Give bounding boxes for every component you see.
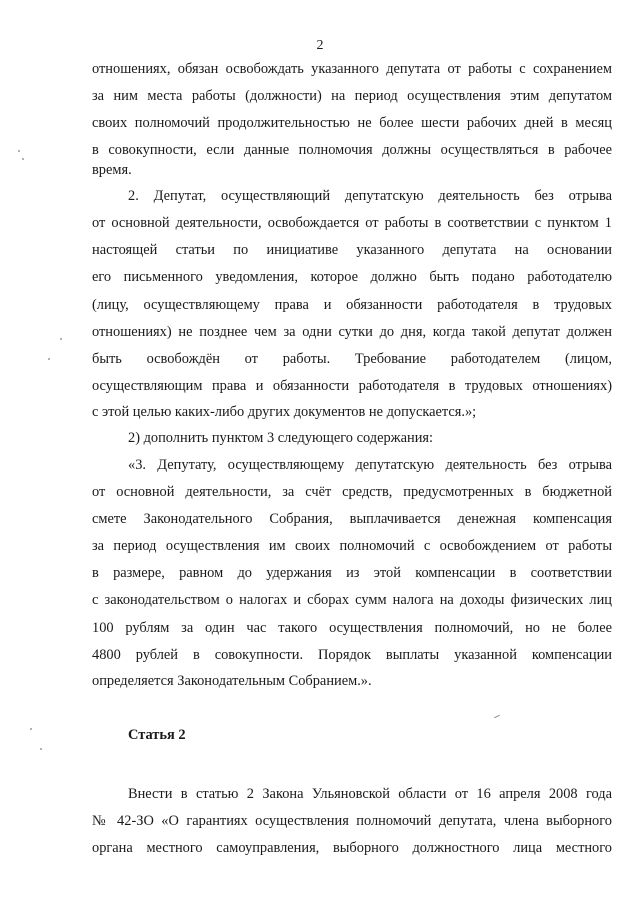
page-number: 2 xyxy=(316,38,324,53)
text-line: его письменного уведомления, которое должно быть подано работодателю xyxy=(92,269,612,285)
scan-dot xyxy=(60,338,62,340)
scan-mark xyxy=(494,715,500,718)
scan-dot xyxy=(22,158,24,160)
text-line: в размере, равном до удержания из этой компенсации в соответствии xyxy=(92,565,612,581)
text-line: быть освобождён от работы. Требование работодателем (лицом, xyxy=(92,351,612,367)
text-line: органа местного самоуправления, выборного должностного лица местного xyxy=(92,840,612,856)
scan-dot xyxy=(18,150,20,152)
text-line: 2) дополнить пунктом 3 следующего содержания: xyxy=(128,430,434,446)
text-line: от основной деятельности, за счёт средств, предусмотренных в бюджетной xyxy=(92,484,612,500)
text-line: осуществляющим права и обязанности работодателя в трудовых отношениях) xyxy=(92,378,612,394)
text-line: в совокупности, если данные полномочия должны осуществляться в рабочее xyxy=(92,142,612,158)
text-line: № 42-ЗО «О гарантиях осуществления полномочий депутата, члена выборного xyxy=(92,813,612,829)
text-line: отношениях, обязан освобождать указанного депутата от работы с сохранением xyxy=(92,61,612,77)
text-line: своих полномочий продолжительностью не более шести рабочих дней в месяц xyxy=(92,115,612,131)
text-line: Внести в статью 2 Закона Ульяновской области от 16 апреля 2008 года xyxy=(128,786,612,802)
article-heading: Статья 2 xyxy=(128,727,186,743)
scan-dot xyxy=(48,358,50,360)
text-line: с этой целью каких-либо других документов не допускается.»; xyxy=(92,404,477,420)
text-line: время. xyxy=(92,162,132,178)
text-line: 4800 рублей в совокупности. Порядок выплаты указанной компенсации xyxy=(92,647,612,663)
scan-dot xyxy=(40,748,42,750)
text-line: за ним места работы (должности) на период осуществления этим депутатом xyxy=(92,88,612,104)
text-line: с законодательством о налогах и сборах сумм налога на доходы физических лиц xyxy=(92,592,612,608)
text-line: 100 рублям за один час такого осуществления полномочий, но не более xyxy=(92,620,612,636)
text-line: отношениях) не позднее чем за одни сутки до дня, когда такой депутат должен xyxy=(92,324,612,340)
text-line: 2. Депутат, осуществляющий депутатскую деятельность без отрыва xyxy=(128,188,612,204)
text-line: настоящей статьи по инициативе указанного депутата на основании xyxy=(92,242,612,258)
scan-dot xyxy=(30,728,32,730)
text-line: «3. Депутату, осуществляющему депутатскую деятельность без отрыва xyxy=(128,457,612,473)
text-line: от основной деятельности, освобождается от работы в соответствии с пунктом 1 xyxy=(92,215,612,231)
text-line: смете Законодательного Собрания, выплачивается денежная компенсация xyxy=(92,511,612,527)
text-line: определяется Законодательным Собранием.». xyxy=(92,673,372,689)
text-line: за период осуществления им своих полномочий с освобождением от работы xyxy=(92,538,612,554)
text-line: (лицу, осуществляющему права и обязанности работодателя в трудовых xyxy=(92,297,612,313)
